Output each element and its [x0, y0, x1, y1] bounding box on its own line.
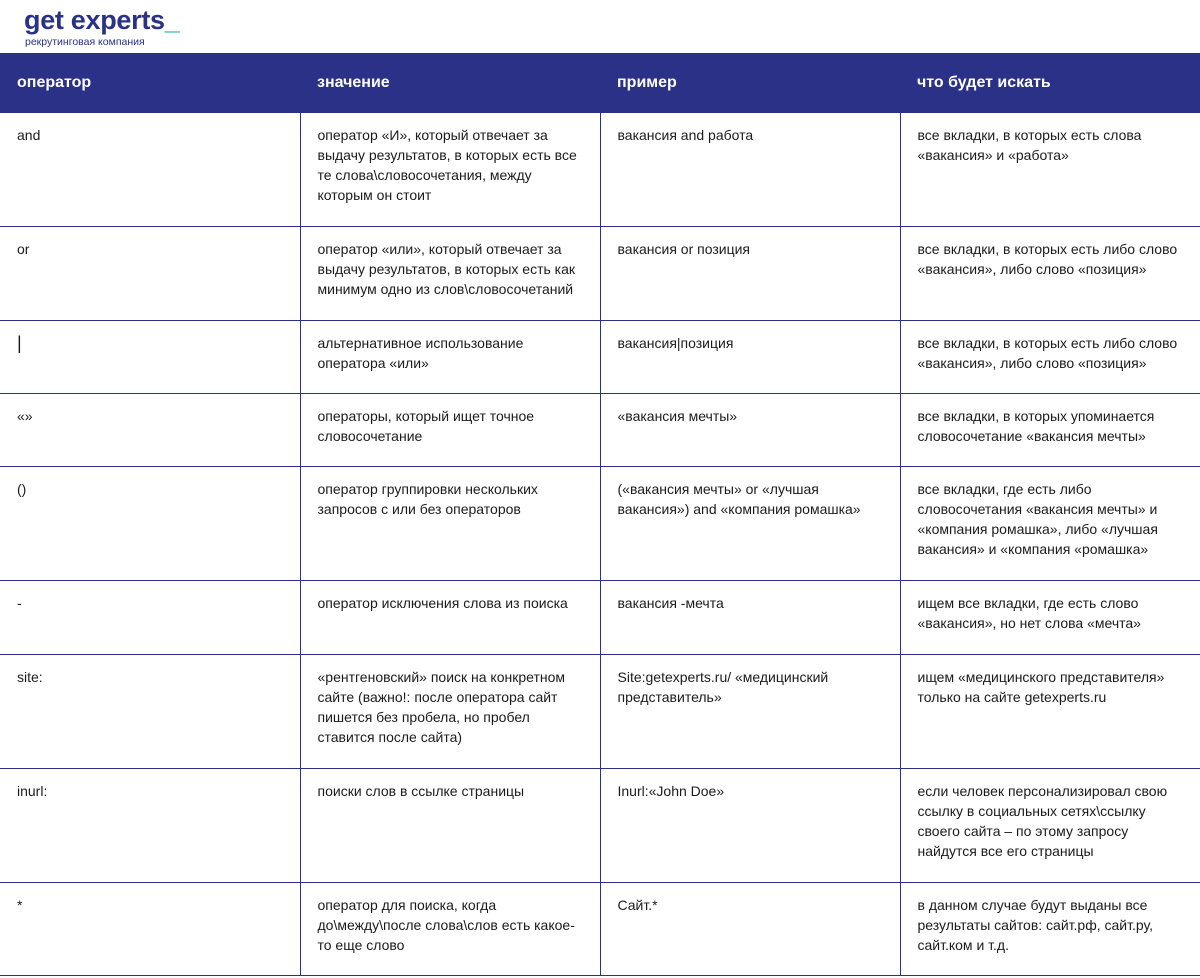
table-row	[0, 226, 1200, 320]
cell-example: Inurl:«John Doe»	[600, 768, 900, 882]
cell-meaning: оператор группировки нескольких запросов с или без операторов	[300, 466, 600, 580]
table-row	[0, 393, 1200, 466]
cell-result: ищем «медицинского представителя» только на сайте getexperts.ru	[900, 654, 1200, 768]
cell-operator: «»	[0, 393, 300, 466]
column-header-meaning: значение	[300, 53, 600, 113]
cell-result: в данном случае будут выданы все результаты сайтов: сайт.рф, сайт.ру, сайт.ком и т.д.	[900, 882, 1200, 975]
table-row	[0, 882, 1200, 975]
cell-example: Сайт.*	[600, 882, 900, 975]
cell-meaning: оператор «И», который отвечает за выдачу результатов, в которых есть все те слова\словосочетания, между которым он стоит	[300, 113, 600, 226]
operators-table	[0, 53, 1200, 976]
cell-example: вакансия or позиция	[600, 226, 900, 320]
cell-example: вакансия|позиция	[600, 320, 900, 393]
cell-operator: site:	[0, 654, 300, 768]
cell-meaning: оператор для поиска, когда до\между\после слова\слов есть какое-то еще слово	[300, 882, 600, 975]
cell-result: все вкладки, в которых упоминается словосочетание «вакансия мечты»	[900, 393, 1200, 466]
page-header	[0, 0, 1200, 53]
table-row	[0, 466, 1200, 580]
cell-example: Site:getexperts.ru/ «медицинский представитель»	[600, 654, 900, 768]
cell-meaning: альтернативное использование оператора «или»	[300, 320, 600, 393]
cell-operator: or	[0, 226, 300, 320]
logo-tagline: рекрутинговая компания	[25, 36, 145, 48]
table-row	[0, 768, 1200, 882]
cell-meaning: оператор «или», который отвечает за выдачу результатов, в которых есть как минимум одно из слов\словосочетаний	[300, 226, 600, 320]
table-header-row	[0, 53, 1200, 113]
cell-example: вакансия -мечта	[600, 580, 900, 654]
cell-result: все вкладки, в которых есть либо слово «вакансия», либо слово «позиция»	[900, 320, 1200, 393]
cell-meaning: оператор исключения слова из поиска	[300, 580, 600, 654]
cell-example: вакансия and работа	[600, 113, 900, 226]
cell-operator: ()	[0, 466, 300, 580]
table-row	[0, 113, 1200, 226]
cell-example: «вакансия мечты»	[600, 393, 900, 466]
cell-operator: |	[0, 320, 300, 393]
table-row	[0, 654, 1200, 768]
column-header-result: что будет искать	[900, 53, 1200, 113]
cell-result: если человек персонализировал свою ссылку в социальных сетях\ссылку своего сайта – по этому запросу найдутся все его страницы	[900, 768, 1200, 882]
cell-meaning: операторы, который ищет точное словосочетание	[300, 393, 600, 466]
cell-meaning: поиски слов в ссылке страницы	[300, 768, 600, 882]
cell-result: все вкладки, в которых есть слова «вакансия» и «работа»	[900, 113, 1200, 226]
cell-example: («вакансия мечты» or «лучшая вакансия») and «компания ромашка»	[600, 466, 900, 580]
logo-underscore: _	[164, 5, 180, 35]
column-header-example: пример	[600, 53, 900, 113]
cell-result: ищем все вкладки, где есть слово «вакансия», но нет слова «мечта»	[900, 580, 1200, 654]
logo-text: get experts	[24, 5, 165, 35]
cell-operator: inurl:	[0, 768, 300, 882]
logo[interactable]	[24, 3, 179, 37]
cell-operator: *	[0, 882, 300, 975]
cell-meaning: «рентгеновский» поиск на конкретном сайте (важно!: после оператора сайт пишется без пробела, но пробел ставится после сайта)	[300, 654, 600, 768]
table-row	[0, 320, 1200, 393]
cell-result: все вкладки, в которых есть либо слово «вакансия», либо слово «позиция»	[900, 226, 1200, 320]
cell-result: все вкладки, где есть либо словосочетания «вакансия мечты» и «компания ромашка», либо «лучшая вакансия» и «компания «ромашка»	[900, 466, 1200, 580]
cell-operator: and	[0, 113, 300, 226]
table-row	[0, 580, 1200, 654]
cell-operator: -	[0, 580, 300, 654]
column-header-operator: оператор	[0, 53, 300, 113]
